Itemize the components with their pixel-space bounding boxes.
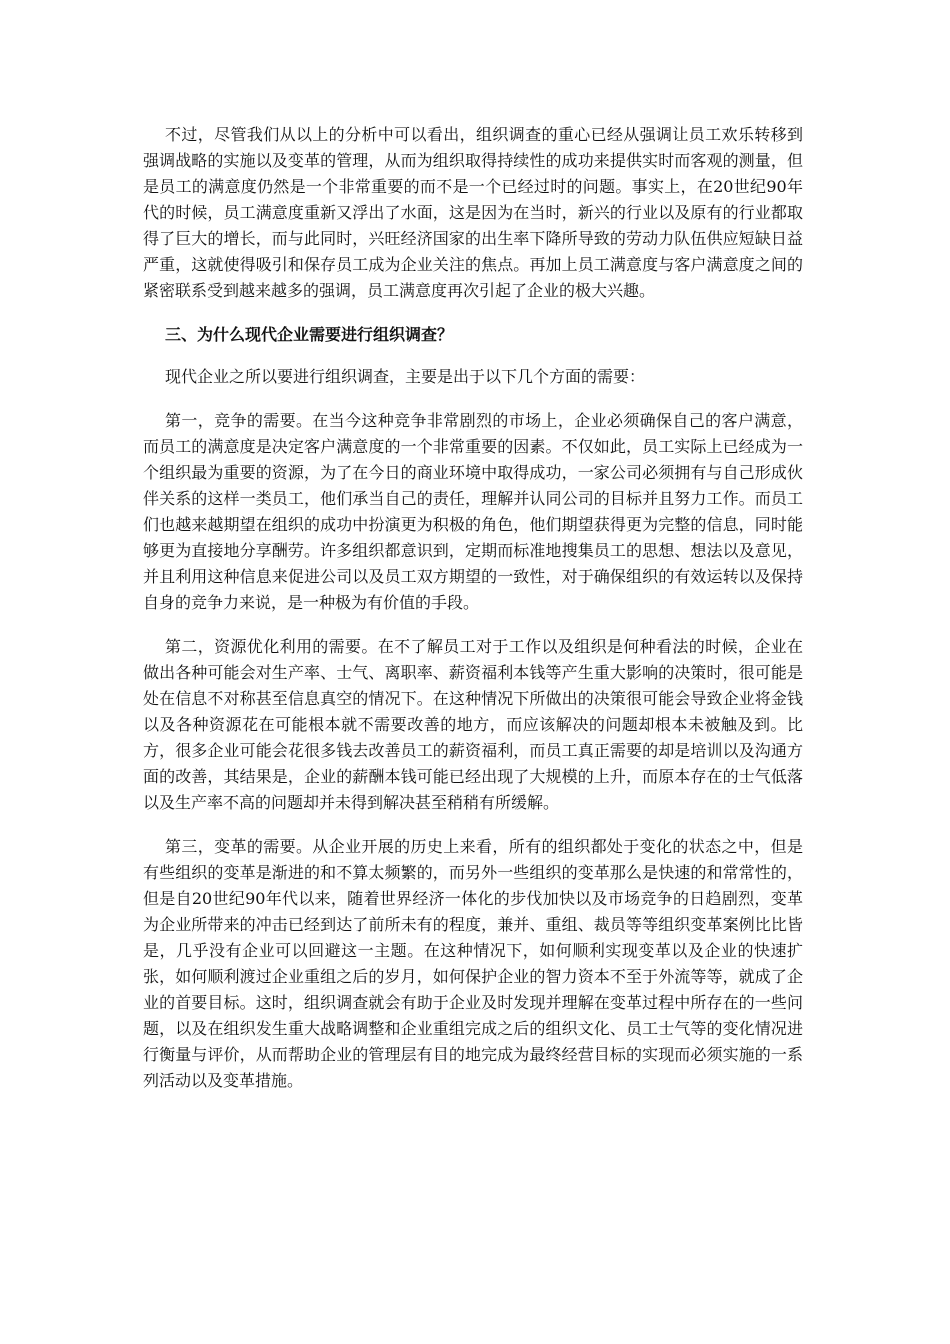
paragraph-change: 第三，变革的需要。从企业开展的历史上来看，所有的组织都处于变化的状态之中，但是有些组织的变革是渐进的和不算太频繁的，而另外一些组织的变革那么是快速的和常常性的，但是自20世纪90年代以来，随着世界经济一体化的步伐加快以及市场竞争的日趋剧烈，变革为企业所带来的冲击已经到达了前所未有的程度，兼并、重组、裁员等等组织变革案例比比皆是，几乎没有企业可以回避这一主题。在这种情况下，如何顺利实现变革以及企业的快速扩张，如何顺利渡过企业重组之后的岁月，如何保护企业的智力资本不至于外流等等，就成了企业的首要目标。这时，组织调查就会有助于企业及时发现并理解在变革过程中所存在的一些问题，以及在组织发生重大战略调整和企业重组完成之后的组织文化、员工士气等的变化情况进行衡量与评价，从而帮助企业的管理层有目的地完成为最终经营目标的实现而必须实施的一系列活动以及变革措施。	[143, 837, 803, 1090]
section-heading-3: 三、为什么现代企业需要进行组织调查？	[165, 325, 454, 344]
paragraph-satisfaction: 不过，尽管我们从以上的分析中可以看出，组织调查的重心已经从强调让员工欢乐转移到强调战略的实施以及变革的管理，从而为组织取得持续性的成功来提供实时而客观的测量，但是员工的满意度仍然是一个非常重要的而不是一个已经过时的问题。事实上，在20世纪90年代的时候，员工满意度重新又浮出了水面，这是因为在当时，新兴的行业以及原有的行业都取得了巨大的增长，而与此同时，兴旺经济国家的出生率下降所导致的劳动力队伍供应短缺日益严重，这就使得吸引和保存员工成为企业关注的焦点。再加上员工满意度与客户满意度之间的紧密联系受到越来越多的强调，员工满意度再次引起了企业的极大兴趣。	[143, 125, 803, 300]
paragraph-intro: 现代企业之所以要进行组织调查，主要是出于以下几个方面的需要：	[165, 367, 646, 386]
paragraph-competition: 第一，竞争的需要。在当今这种竞争非常剧烈的市场上，企业必须确保自己的客户满意，而员工的满意度是决定客户满意度的一个非常重要的因素。不仅如此，员工实际上已经成为一个组织最为重要的资源，为了在今日的商业环境中取得成功，一家公司必须拥有与自己形成伙伴关系的这样一类员工，他们承当自己的责任，理解并认同公司的目标并且努力工作。而员工们也越来越期望在组织的成功中扮演更为积极的角色，他们期望获得更为完整的信息，同时能够更为直接地分享酬劳。许多组织都意识到，定期而标准地搜集员工的思想、想法以及意见，并且利用这种信息来促进公司以及员工双方期望的一致性，对于确保组织的有效运转以及保持自身的竞争力来说，是一种极为有价值的手段。	[143, 411, 803, 612]
paragraph-resources: 第二，资源优化利用的需要。在不了解员工对于工作以及组织是何种看法的时候，企业在做出各种可能会对生产率、士气、离职率、薪资福利本钱等产生重大影响的决策时，很可能是处在信息不对称甚至信息真空的情况下。在这种情况下所做出的决策很可能会导致企业将金钱以及各种资源花在可能根本就不需要改善的地方，而应该解决的问题却根本未被触及到。比方，很多企业可能会花很多钱去改善员工的薪资福利，而员工真正需要的却是培训以及沟通方面的改善，其结果是，企业的薪酬本钱可能已经出现了大规模的上升，而原本存在的士气低落以及生产率不高的问题却并未得到解决甚至稍稍有所缓解。	[143, 637, 803, 812]
document-body	[143, 122, 803, 1112]
